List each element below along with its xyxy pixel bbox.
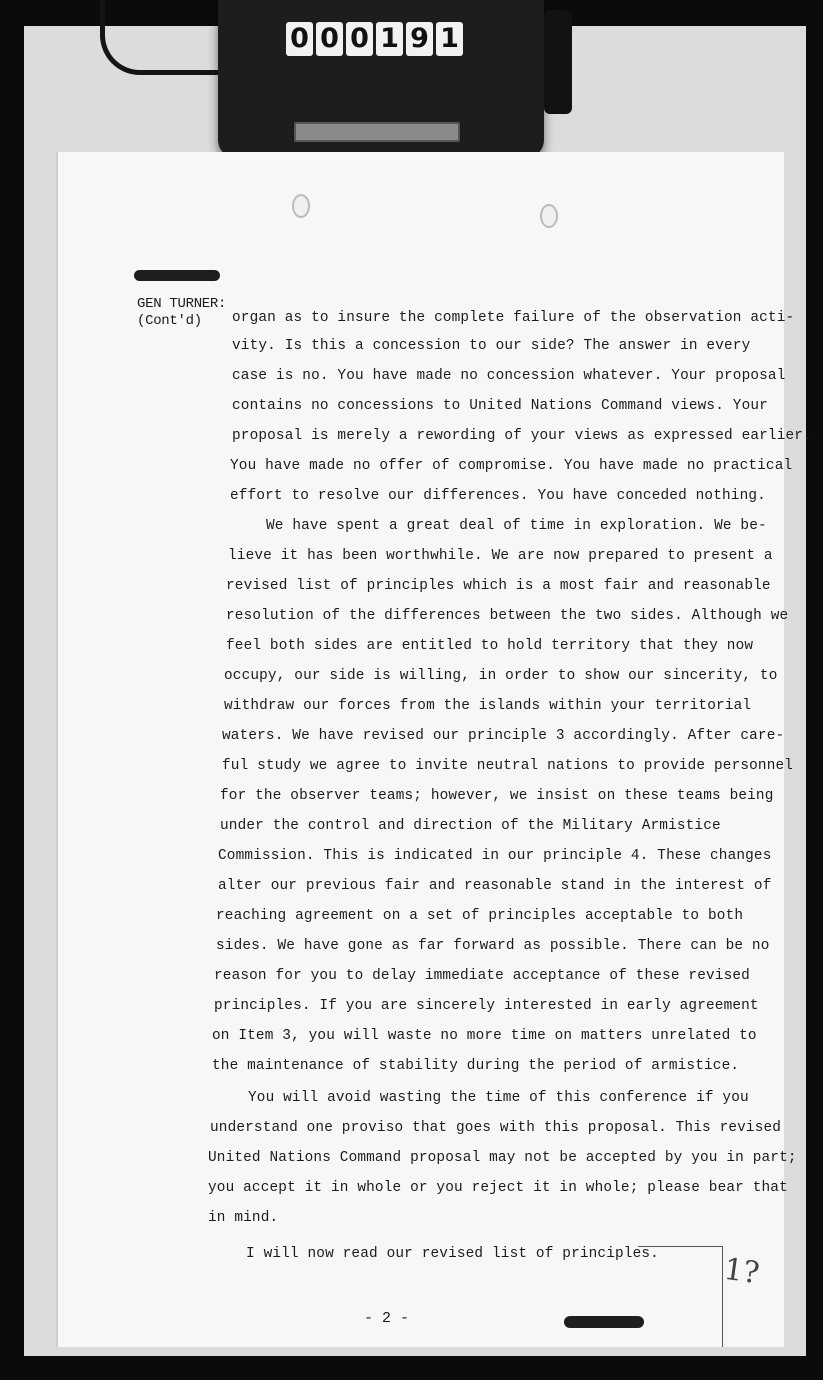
text-line: effort to resolve our differences. You have conceded nothing. [230, 488, 766, 504]
counter-digit: 0 [316, 22, 343, 56]
text-line: contains no concessions to United Nations Command views. Your [232, 398, 768, 414]
text-line: alter our previous fair and reasonable stand in the interest of [218, 878, 772, 894]
text-line: feel both sides are entitled to hold territory that they now [226, 638, 754, 654]
text-line: resolution of the differences between the two sides. Although we [226, 608, 789, 624]
text-line: You have made no offer of compromise. You have made no practical [230, 458, 793, 474]
text-line: You will avoid wasting the time of this conference if you [248, 1090, 749, 1106]
text-line: proposal is merely a rewording of your views as expressed earlier. [232, 428, 812, 444]
text-line: on Item 3, you will waste no more time on matters unrelated to [212, 1028, 757, 1044]
text-line: revised list of principles which is a most fair and reasonable [226, 578, 771, 594]
counter-digit: 0 [346, 22, 373, 56]
text-line: under the control and direction of the Military Armistice [220, 818, 721, 834]
speaker-name: GEN TURNER: [137, 296, 227, 312]
text-line: waters. We have revised our principle 3 accordingly. After care- [222, 728, 785, 744]
text-line: ful study we agree to invite neutral nations to provide personnel [222, 758, 794, 774]
text-line: occupy, our side is willing, in order to show our sincerity, to [224, 668, 778, 684]
text-line: We have spent a great deal of time in exploration. We be- [266, 518, 767, 534]
text-line: understand one proviso that goes with this proposal. This revised [210, 1120, 782, 1136]
margin-handwritten-mark: 1? [721, 1251, 762, 1292]
text-line: you accept it in whole or you reject it in whole; please bear that [208, 1180, 788, 1196]
counter-digit: 0 [286, 22, 313, 56]
text-line: lieve it has been worthwhile. We are now prepared to present a [228, 548, 773, 564]
speaker-continued: (Cont'd) [137, 313, 202, 329]
text-line: reason for you to delay immediate acceptance of these revised [214, 968, 750, 984]
text-line: in mind. [208, 1210, 279, 1226]
text-line: case is no. You have made no concession whatever. Your proposal [232, 368, 786, 384]
text-line: withdraw our forces from the islands within your territorial [224, 698, 752, 714]
text-line: organ as to insure the complete failure of the observation acti- [232, 310, 795, 326]
text-line: United Nations Command proposal may not be accepted by you in part; [208, 1150, 797, 1166]
text-line: the maintenance of stability during the period of armistice. [212, 1058, 740, 1074]
counter-digit: 1 [376, 22, 403, 56]
text-line: I will now read our revised list of principles. [246, 1246, 659, 1262]
counter-digit: 1 [436, 22, 463, 56]
counter-digit: 9 [406, 22, 433, 56]
text-line: Commission. This is indicated in our principle 4. These changes [218, 848, 772, 864]
text-line: for the observer teams; however, we insist on these teams being [220, 788, 774, 804]
page-number: - 2 - [364, 1310, 410, 1327]
text-line: vity. Is this a concession to our side? The answer in every [232, 338, 751, 354]
text-line: reaching agreement on a set of principles acceptable to both [216, 908, 744, 924]
text-line: principles. If you are sincerely interested in early agreement [214, 998, 759, 1014]
text-line: sides. We have gone as far forward as possible. There can be no [216, 938, 770, 954]
margin-scribble [638, 1246, 723, 1347]
